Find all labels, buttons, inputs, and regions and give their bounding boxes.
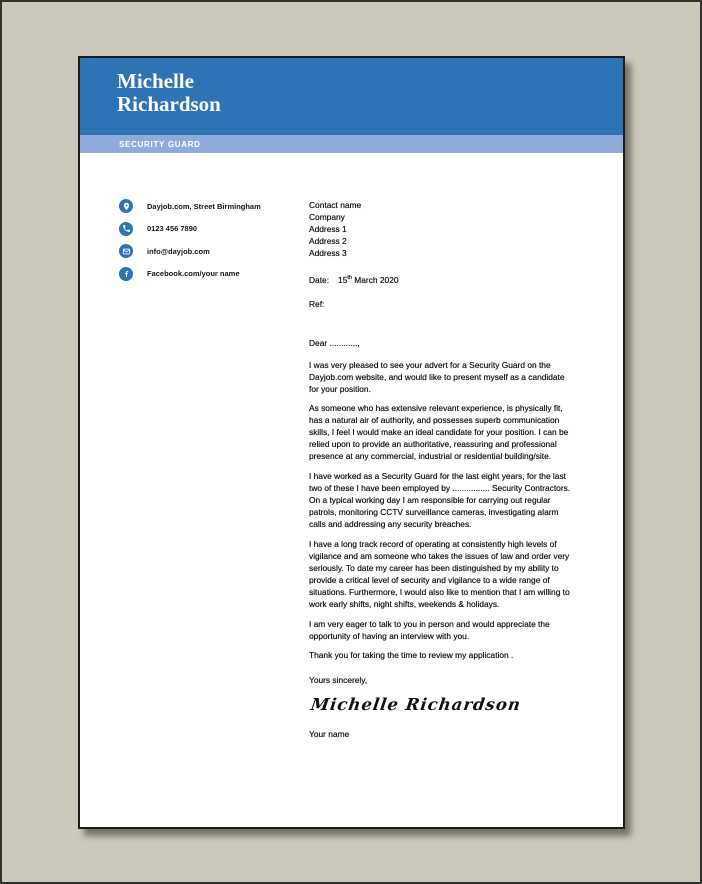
email-icon <box>119 244 133 258</box>
recipient-contact-name: Contact name <box>309 200 362 210</box>
ref-label: Ref: <box>309 299 325 309</box>
closing: Yours sincerely, <box>309 675 368 685</box>
phone-icon <box>119 222 133 236</box>
letter-paragraph: I have worked as a Security Guard for the last eight years, for the last two of these I have been employed by ................ Security Contractors. On a typical working day I am responsible for carrying out regular patrols, monitoring CCTV surveillance cameras, investigating alarm calls and addressing any security breaches. <box>309 471 571 529</box>
contact-address-label: Dayjob.com, Street Birmingham <box>147 201 261 211</box>
recipient-block <box>309 199 574 259</box>
letter-paragraph: I have a long track record of operating at consistently high levels of vigilance and am someone who takes the issues of law and order very seriously. To date my career has been distinguished by my ability to provide a critical level of security and vigilance to a wide range of situations. Furthermore, I would also like to mention that I am willing to work early shifts, night shifts, weekends & holidays. <box>309 539 570 609</box>
job-title-band <box>80 135 623 153</box>
letter-paragraph: As someone who has extensive relevant experience, is physically fit, has a natural air of authority, and possesses superb communication skills, I feel I would make an ideal candidate for your position. I can be relied upon to provide an authoritative, reassuring and professional presence at any commercial, industrial or residential building/site. <box>309 403 569 461</box>
date-ordinal: th <box>347 275 352 282</box>
letter-paragraph: I was very pleased to see your advert for a Security Guard on the Dayjob.com website, and would like to present myself as a candidate for your position. <box>309 360 565 394</box>
contact-row-address <box>119 199 299 213</box>
contact-list <box>119 199 299 289</box>
candidate-name <box>117 70 623 116</box>
date-rest: March 2020 <box>351 275 399 285</box>
salutation: Dear ............, <box>309 338 360 348</box>
facebook-icon <box>119 267 133 281</box>
letter-paragraph: Thank you for taking the time to review my application . <box>309 650 514 660</box>
letter-body <box>309 199 574 740</box>
date-line <box>309 274 574 286</box>
page-header <box>80 58 623 135</box>
candidate-name-line2: Richardson <box>117 92 221 116</box>
recipient-address-3: Address 3 <box>309 248 347 258</box>
date-day: 15 <box>338 275 348 285</box>
signature: Michelle Richardson <box>309 695 523 714</box>
sender-name: Your name <box>309 729 350 739</box>
candidate-name-line1: Michelle <box>117 69 194 93</box>
date-label: Date: <box>309 275 330 285</box>
contact-row-phone <box>119 222 299 236</box>
recipient-address-2: Address 2 <box>309 236 347 246</box>
contact-phone-label: 0123 456 7890 <box>147 224 198 233</box>
contact-facebook-label: Facebook.com/your name <box>147 269 240 278</box>
contact-email-label: info@dayjob.com <box>147 246 210 256</box>
job-title: SECURITY GUARD <box>119 140 201 149</box>
contact-row-facebook <box>119 267 299 281</box>
letter-paragraph: I am very eager to talk to you in person and would appreciate the opportunity of having an interview with you. <box>309 619 550 641</box>
location-pin-icon <box>119 199 133 213</box>
recipient-address-1: Address 1 <box>309 224 347 234</box>
contact-row-email <box>119 244 299 258</box>
letter-page <box>78 56 625 829</box>
recipient-company: Company <box>309 212 345 222</box>
